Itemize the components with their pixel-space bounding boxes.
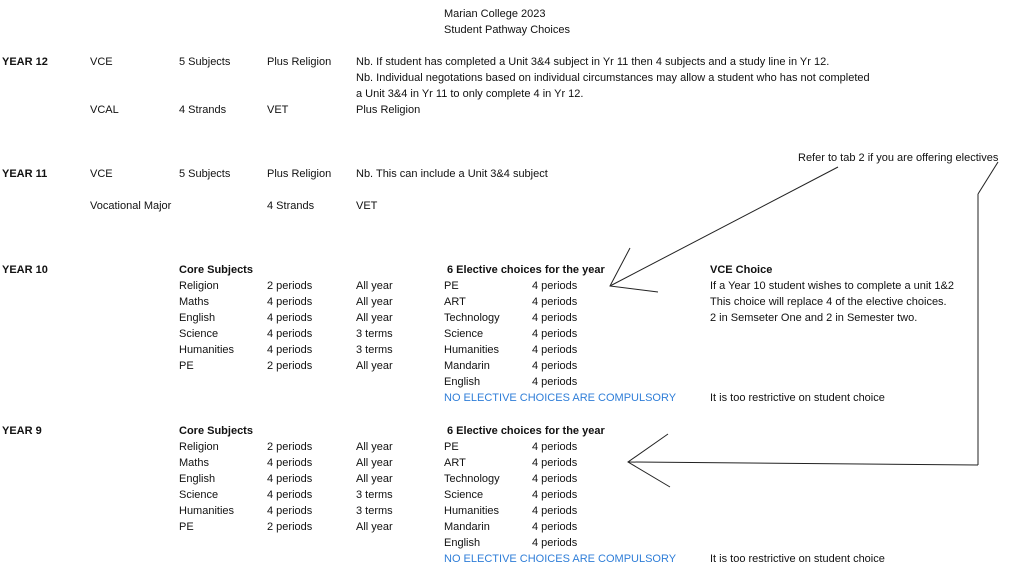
arrow-line-right-top — [978, 162, 998, 194]
table-row-subject: Religion — [179, 280, 219, 292]
elective-subject: Science — [444, 328, 484, 340]
table-row-periods: 2 periods — [267, 360, 313, 372]
elective-subject: PE — [444, 280, 459, 292]
table-row-periods: 4 periods — [267, 328, 313, 340]
year12-vce-count: 5 Subjects — [179, 56, 231, 68]
elective-periods: 4 periods — [532, 280, 578, 292]
year9-label: YEAR 9 — [2, 425, 42, 437]
restrictive-note: It is too restrictive on student choice — [710, 392, 885, 404]
table-row-duration: 3 terms — [356, 505, 393, 517]
year12-vce-extra: Plus Religion — [267, 56, 332, 68]
elective-periods: 4 periods — [532, 537, 578, 549]
year12-vcal-extra: VET — [267, 104, 289, 116]
year10-elective-heading: 6 Elective choices for the year — [447, 264, 605, 276]
refer-tab-annotation: Refer to tab 2 if you are offering electives — [798, 152, 999, 164]
year11-vce-extra: Plus Religion — [267, 168, 332, 180]
table-row-periods: 4 periods — [267, 344, 313, 356]
table-row-subject: Maths — [179, 296, 209, 308]
year12-vce: VCE — [90, 56, 113, 68]
document-subtitle: Student Pathway Choices — [444, 24, 570, 36]
year12-label: YEAR 12 — [2, 56, 48, 68]
year12-vcal-note: Plus Religion — [356, 104, 421, 116]
table-row-subject: PE — [179, 360, 194, 372]
table-row-subject: English — [179, 312, 216, 324]
elective-periods: 4 periods — [532, 296, 578, 308]
elective-subject: English — [444, 376, 481, 388]
year11-vce-count: 5 Subjects — [179, 168, 231, 180]
table-row-subject: Science — [179, 328, 219, 340]
arrow-line-year10 — [610, 167, 838, 286]
table-row-duration: All year — [356, 312, 393, 324]
table-row-subject: English — [179, 473, 216, 485]
restrictive-note: It is too restrictive on student choice — [710, 553, 885, 565]
table-row-periods: 2 periods — [267, 521, 313, 533]
year11-vce-note: Nb. This can include a Unit 3&4 subject — [356, 168, 548, 180]
year11-vocational: Vocational Major — [90, 200, 172, 212]
table-row-subject: PE — [179, 521, 194, 533]
year11-vce: VCE — [90, 168, 113, 180]
table-row-subject: Religion — [179, 441, 219, 453]
table-row-subject: Science — [179, 489, 219, 501]
elective-periods: 4 periods — [532, 489, 578, 501]
elective-periods: 4 periods — [532, 521, 578, 533]
year12-vcal-count: 4 Strands — [179, 104, 227, 116]
compulsory-note: NO ELECTIVE CHOICES ARE COMPULSORY — [444, 553, 677, 565]
table-row-periods: 4 periods — [267, 489, 313, 501]
year10-core-heading: Core Subjects — [179, 264, 253, 276]
table-row-duration: All year — [356, 457, 393, 469]
arrowhead-year10 — [610, 248, 658, 292]
compulsory-note: NO ELECTIVE CHOICES ARE COMPULSORY — [444, 392, 677, 404]
year9-core-heading: Core Subjects — [179, 425, 253, 437]
table-row-duration: All year — [356, 360, 393, 372]
table-row-periods: 2 periods — [267, 280, 313, 292]
table-row-subject: Humanities — [179, 505, 235, 517]
table-row-periods: 4 periods — [267, 457, 313, 469]
table-row-periods: 4 periods — [267, 473, 313, 485]
elective-periods: 4 periods — [532, 376, 578, 388]
table-row-duration: 3 terms — [356, 344, 393, 356]
year11-vocational-count: 4 Strands — [267, 200, 315, 212]
year12-note-2: Nb. Individual negotations based on individual circumstances may allow a student who has not completed — [356, 72, 870, 84]
elective-subject: ART — [444, 296, 466, 308]
table-row-periods: 4 periods — [267, 505, 313, 517]
vce-choice-heading: VCE Choice — [710, 264, 773, 276]
year11-vocational-extra: VET — [356, 200, 378, 212]
elective-periods: 4 periods — [532, 328, 578, 340]
elective-subject: Humanities — [444, 344, 500, 356]
arrowhead-year9 — [628, 434, 670, 487]
vce-choice-line: 2 in Semseter One and 2 in Semester two. — [710, 312, 918, 324]
elective-periods: 4 periods — [532, 344, 578, 356]
table-row-periods: 4 periods — [267, 296, 313, 308]
document-title: Marian College 2023 — [444, 8, 546, 20]
elective-subject: English — [444, 537, 481, 549]
elective-subject: Technology — [444, 473, 500, 485]
table-row-duration: All year — [356, 441, 393, 453]
year12-vcal: VCAL — [90, 104, 119, 116]
year10-label: YEAR 10 — [2, 264, 48, 276]
table-row-duration: All year — [356, 473, 393, 485]
table-row-duration: 3 terms — [356, 489, 393, 501]
vce-choice-line: If a Year 10 student wishes to complete a unit 1&2 — [710, 280, 954, 292]
elective-subject: Mandarin — [444, 360, 490, 372]
elective-subject: ART — [444, 457, 466, 469]
elective-subject: Humanities — [444, 505, 500, 517]
table-row-subject: Maths — [179, 457, 209, 469]
table-row-subject: Humanities — [179, 344, 235, 356]
elective-periods: 4 periods — [532, 441, 578, 453]
table-row-periods: 4 periods — [267, 312, 313, 324]
vce-choice-line: This choice will replace 4 of the elective choices. — [710, 296, 947, 308]
elective-periods: 4 periods — [532, 360, 578, 372]
table-row-duration: All year — [356, 296, 393, 308]
table-row-periods: 2 periods — [267, 441, 313, 453]
year12-note-3: a Unit 3&4 in Yr 11 to only complete 4 in Yr 12. — [356, 88, 584, 100]
elective-periods: 4 periods — [532, 473, 578, 485]
elective-subject: Technology — [444, 312, 500, 324]
arrow-line-year9 — [628, 462, 978, 465]
table-row-duration: All year — [356, 280, 393, 292]
elective-periods: 4 periods — [532, 457, 578, 469]
year12-note-1: Nb. If student has completed a Unit 3&4 subject in Yr 11 then 4 subjects and a study line in Yr 12. — [356, 56, 830, 68]
year9-elective-heading: 6 Elective choices for the year — [447, 425, 605, 437]
elective-subject: Mandarin — [444, 521, 490, 533]
elective-subject: Science — [444, 489, 484, 501]
elective-periods: 4 periods — [532, 505, 578, 517]
table-row-duration: 3 terms — [356, 328, 393, 340]
elective-periods: 4 periods — [532, 312, 578, 324]
table-row-duration: All year — [356, 521, 393, 533]
elective-subject: PE — [444, 441, 459, 453]
year11-label: YEAR 11 — [2, 168, 48, 180]
